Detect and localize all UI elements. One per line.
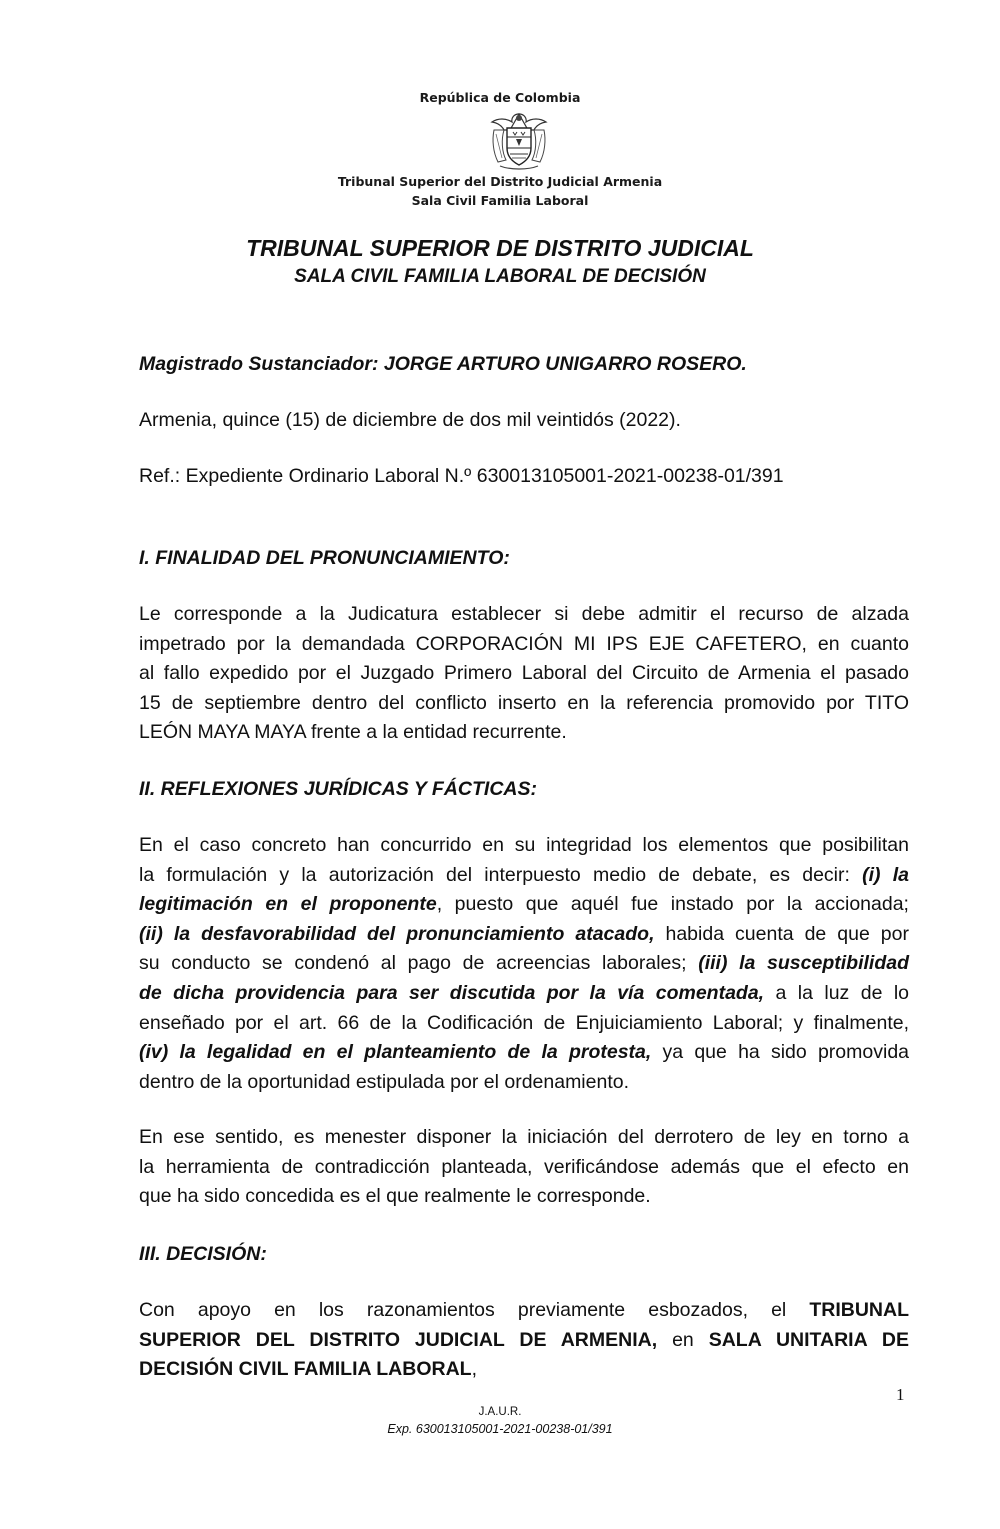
- bold-text: DECISIÓN CIVIL FAMILIA LABORAL: [139, 1358, 472, 1381]
- bold-text: SALA UNITARIA DE: [708, 1328, 909, 1351]
- text-segment: la formulación y la autorización del interpuesto medio de debate, es decir:: [139, 863, 863, 886]
- footer-initials: J.A.U.R.: [478, 1406, 522, 1418]
- date-line: Armenia, quince (15) de diciembre de dos mil veintidós (2022).: [139, 409, 681, 431]
- document-subtitle: SALA CIVIL FAMILIA LABORAL DE DECISIÓN: [294, 266, 706, 287]
- chamber-name: Sala Civil Familia Laboral: [411, 193, 589, 208]
- text-segment: , puesto que aquél fue instado por la accionada;: [436, 893, 909, 916]
- coat-of-arms-icon: [486, 110, 552, 172]
- emphasis-text: (i) la: [862, 863, 909, 886]
- court-name: Tribunal Superior del Distrito Judicial Armenia: [337, 174, 663, 189]
- text-line: [139, 861, 909, 891]
- text-line: enseñado por el art. 66 de la Codificación de Enjuiciamiento Laboral; y finalmente,: [139, 1011, 909, 1034]
- paragraph-decision: [139, 1296, 909, 1385]
- text-line: al fallo expedido por el Juzgado Primero Laboral del Circuito de Armenia el pasado: [139, 662, 909, 685]
- paragraph-sentido: [139, 1123, 909, 1212]
- emphasis-text: (ii) la desfavorabilidad del pronunciamiento atacado,: [139, 922, 655, 945]
- text-segment: ,: [471, 1358, 478, 1381]
- magistrate-line: Magistrado Sustanciador: JORGE ARTURO UNIGARRO ROSERO.: [139, 353, 747, 375]
- emphasis-text: (iv) la legalidad en el planteamiento de la protesta,: [139, 1041, 652, 1064]
- text-line: [139, 949, 909, 979]
- page-number: 1: [896, 1385, 905, 1404]
- text-line: [139, 1355, 909, 1385]
- text-line: [139, 1296, 909, 1326]
- text-line: [139, 920, 909, 950]
- text-segment: habida cuenta de que por: [654, 922, 909, 945]
- document-title: TRIBUNAL SUPERIOR DE DISTRITO JUDICIAL: [246, 235, 754, 261]
- emphasis-text: (iii) la susceptibilidad: [698, 952, 909, 975]
- section-heading-2: II. REFLEXIONES JURÍDICAS Y FÁCTICAS:: [139, 778, 537, 800]
- text-line: impetrado por la demandada CORPORACIÓN MI IPS EJE CAFETERO, en cuanto: [139, 632, 909, 655]
- text-line: En el caso concreto han concurrido en su integridad los elementos que posibilitan: [139, 834, 909, 856]
- text-segment: a la luz de lo: [764, 981, 910, 1004]
- text-line: [139, 890, 909, 920]
- text-segment: ya que ha sido promovida: [651, 1041, 910, 1064]
- section-heading-3: III. DECISIÓN:: [139, 1243, 267, 1265]
- emphasis-text: de dicha providencia para ser discutida por la vía comentada,: [139, 981, 765, 1004]
- paragraph-reflexiones: [139, 831, 909, 1097]
- footer-expediente: Exp. 630013105001-2021-00238-01/391: [387, 1422, 613, 1436]
- section-heading-1: I. FINALIDAD DEL PRONUNCIAMIENTO:: [139, 547, 510, 569]
- country-header: República de Colombia: [419, 90, 581, 105]
- text-line: dentro de la oportunidad estipulada por el ordenamiento.: [139, 1070, 630, 1093]
- text-segment: en: [657, 1328, 709, 1351]
- text-line: la herramienta de contradicción planteada, verificándose además que el efecto en: [139, 1155, 909, 1178]
- emphasis-text: legitimación en el proponente: [139, 893, 437, 916]
- bold-text: TRIBUNAL: [809, 1299, 909, 1321]
- reference-line: Ref.: Expediente Ordinario Laboral N.º 630013105001-2021-00238-01/391: [139, 465, 784, 487]
- text-line: que ha sido concedida es el que realmente le corresponde.: [139, 1185, 651, 1208]
- text-segment: Con apoyo en los razonamientos previamente esbozados, el: [139, 1299, 810, 1321]
- text-line: [139, 1038, 909, 1068]
- text-line: Le corresponde a la Judicatura establecer si debe admitir el recurso de alzada: [139, 603, 909, 625]
- text-line: En ese sentido, es menester disponer la iniciación del derrotero de ley en torno a: [139, 1126, 909, 1148]
- text-line: [139, 979, 909, 1009]
- paragraph-finalidad: [139, 600, 909, 748]
- text-line: LEÓN MAYA MAYA frente a la entidad recurrente.: [139, 721, 567, 744]
- text-line: 15 de septiembre dentro del conflicto inserto en la referencia promovido por TITO: [139, 691, 909, 714]
- text-segment: su conducto se condenó al pago de acreencias laborales;: [139, 952, 699, 975]
- bold-text: SUPERIOR DEL DISTRITO JUDICIAL DE ARMENIA,: [139, 1328, 658, 1351]
- text-line: [139, 1326, 909, 1356]
